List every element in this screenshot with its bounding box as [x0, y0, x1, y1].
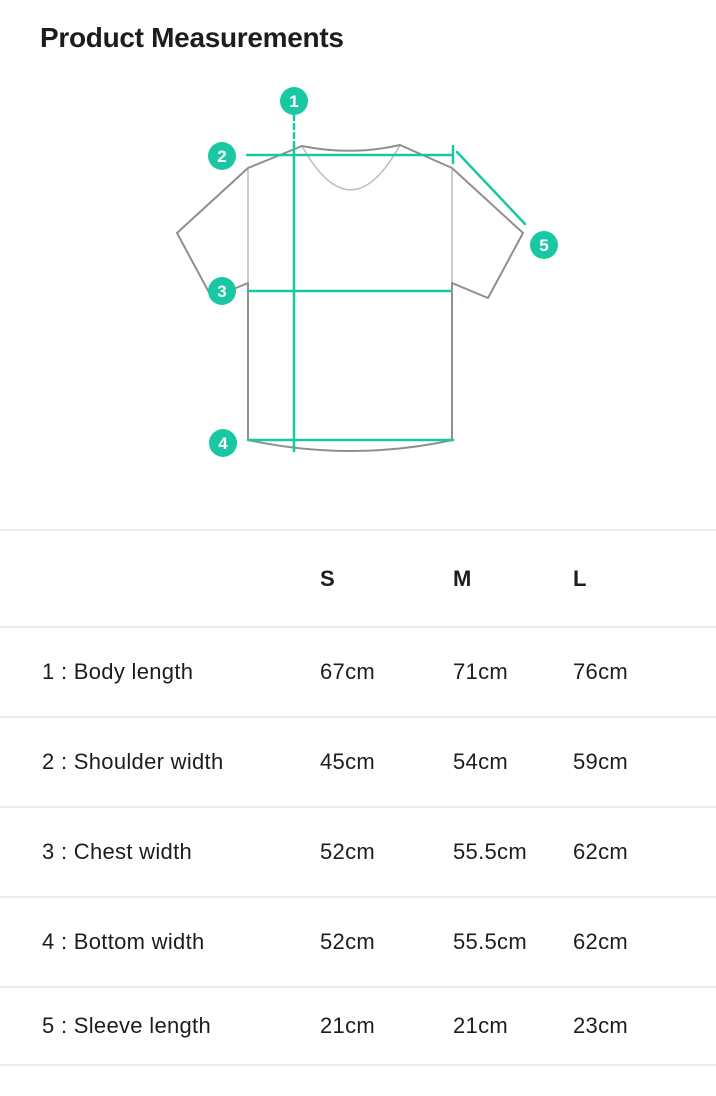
- page-title: Product Measurements: [40, 22, 344, 53]
- shirt-right-outline: [400, 145, 523, 440]
- marker-5: [530, 231, 558, 259]
- value-s: 45cm: [320, 749, 375, 774]
- marker-1: [280, 87, 308, 115]
- marker-5-number: 5: [539, 236, 549, 255]
- marker-2-number: 2: [217, 147, 227, 166]
- hem-curve: [248, 440, 453, 451]
- value-m: 71cm: [453, 659, 508, 684]
- value-l: 76cm: [573, 659, 628, 684]
- size-table-header-row: [0, 531, 716, 628]
- value-m: 55.5cm: [453, 929, 527, 954]
- value-s: 67cm: [320, 659, 375, 684]
- value-l: 62cm: [573, 929, 628, 954]
- value-s: 52cm: [320, 929, 375, 954]
- column-header-m: M: [453, 565, 472, 591]
- marker-4: [209, 429, 237, 457]
- value-l: 23cm: [573, 1013, 628, 1038]
- row-label: 1 : Body length: [42, 659, 194, 684]
- table-row-shoulder-width: [0, 718, 716, 808]
- value-m: 21cm: [453, 1013, 508, 1038]
- table-row-chest-width: [0, 808, 716, 898]
- sleeve-length-line: [457, 152, 525, 224]
- value-l: 62cm: [573, 839, 628, 864]
- marker-4-number: 4: [218, 434, 228, 453]
- collar-top-edge: [302, 145, 400, 151]
- row-label: 4 : Bottom width: [42, 929, 205, 954]
- row-label: 2 : Shoulder width: [42, 749, 224, 774]
- page-header: [0, 0, 716, 53]
- marker-1-number: 1: [289, 92, 299, 111]
- table-row-body-length: [0, 628, 716, 718]
- value-m: 55.5cm: [453, 839, 527, 864]
- table-row-bottom-width: [0, 898, 716, 988]
- marker-3-number: 3: [217, 282, 227, 301]
- marker-3: [208, 277, 236, 305]
- column-header-l: L: [573, 565, 587, 591]
- size-table: [0, 529, 716, 1066]
- value-l: 59cm: [573, 749, 628, 774]
- value-s: 52cm: [320, 839, 375, 864]
- tshirt-measurement-diagram: [0, 38, 716, 488]
- table-row-sleeve-length: [0, 988, 716, 1066]
- column-header-s: S: [320, 565, 335, 591]
- value-s: 21cm: [320, 1013, 375, 1038]
- row-label: 5 : Sleeve length: [42, 1013, 211, 1038]
- marker-2: [208, 142, 236, 170]
- value-m: 54cm: [453, 749, 508, 774]
- row-label: 3 : Chest width: [42, 839, 193, 864]
- shirt-left-outline: [177, 146, 302, 440]
